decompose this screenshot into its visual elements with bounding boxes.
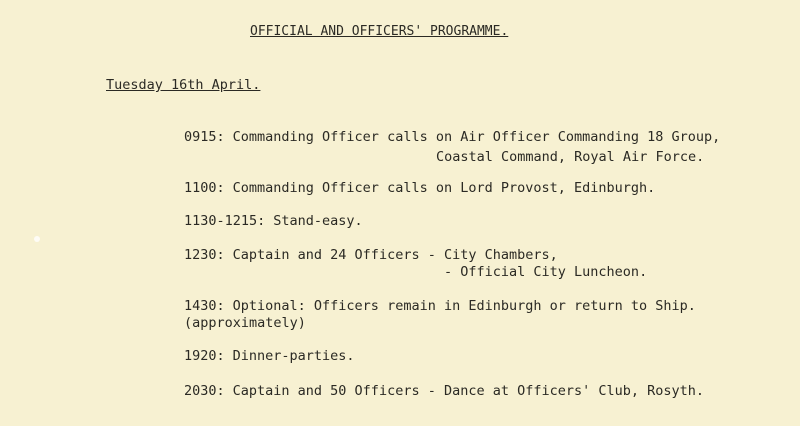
entry-continuation-0915: Coastal Command, Royal Air Force. (436, 149, 705, 165)
entry-text: Captain and 24 Officers - City Chambers, (232, 247, 558, 263)
programme-entry-2030 (184, 381, 704, 401)
programme-entry-1100 (184, 178, 655, 198)
entry-time: 1130-1215: (184, 213, 266, 229)
programme-entry-1920 (184, 346, 355, 366)
entry-text: Optional: Officers remain in Edinburgh or return to Ship. (232, 298, 696, 314)
entry-continuation-1430: (approximately) (184, 315, 306, 331)
paper-speck (34, 236, 40, 242)
entry-time: 0915: (184, 129, 225, 145)
entry-time: 1100: (184, 180, 225, 196)
entry-time: 1430: (184, 298, 225, 314)
entry-text: Commanding Officer calls on Lord Provost, Edinburgh. (232, 180, 656, 196)
date-heading: Tuesday 16th April. (106, 77, 261, 93)
entry-text: Dinner-parties. (232, 348, 355, 364)
entry-time: 2030: (184, 383, 225, 399)
entry-time: 1230: (184, 247, 225, 263)
entry-text: Commanding Officer calls on Air Officer Commanding 18 Group, (232, 129, 721, 145)
entry-text: Captain and 50 Officers - Dance at Officers' Club, Rosyth. (232, 383, 705, 399)
programme-entry-0915 (184, 127, 720, 147)
entry-continuation-1230: - Official City Luncheon. (444, 264, 648, 280)
entry-text: Stand-easy. (273, 213, 363, 229)
page-title: OFFICIAL AND OFFICERS' PROGRAMME. (250, 24, 509, 39)
programme-entry-1130 (184, 211, 363, 231)
entry-time: 1920: (184, 348, 225, 364)
